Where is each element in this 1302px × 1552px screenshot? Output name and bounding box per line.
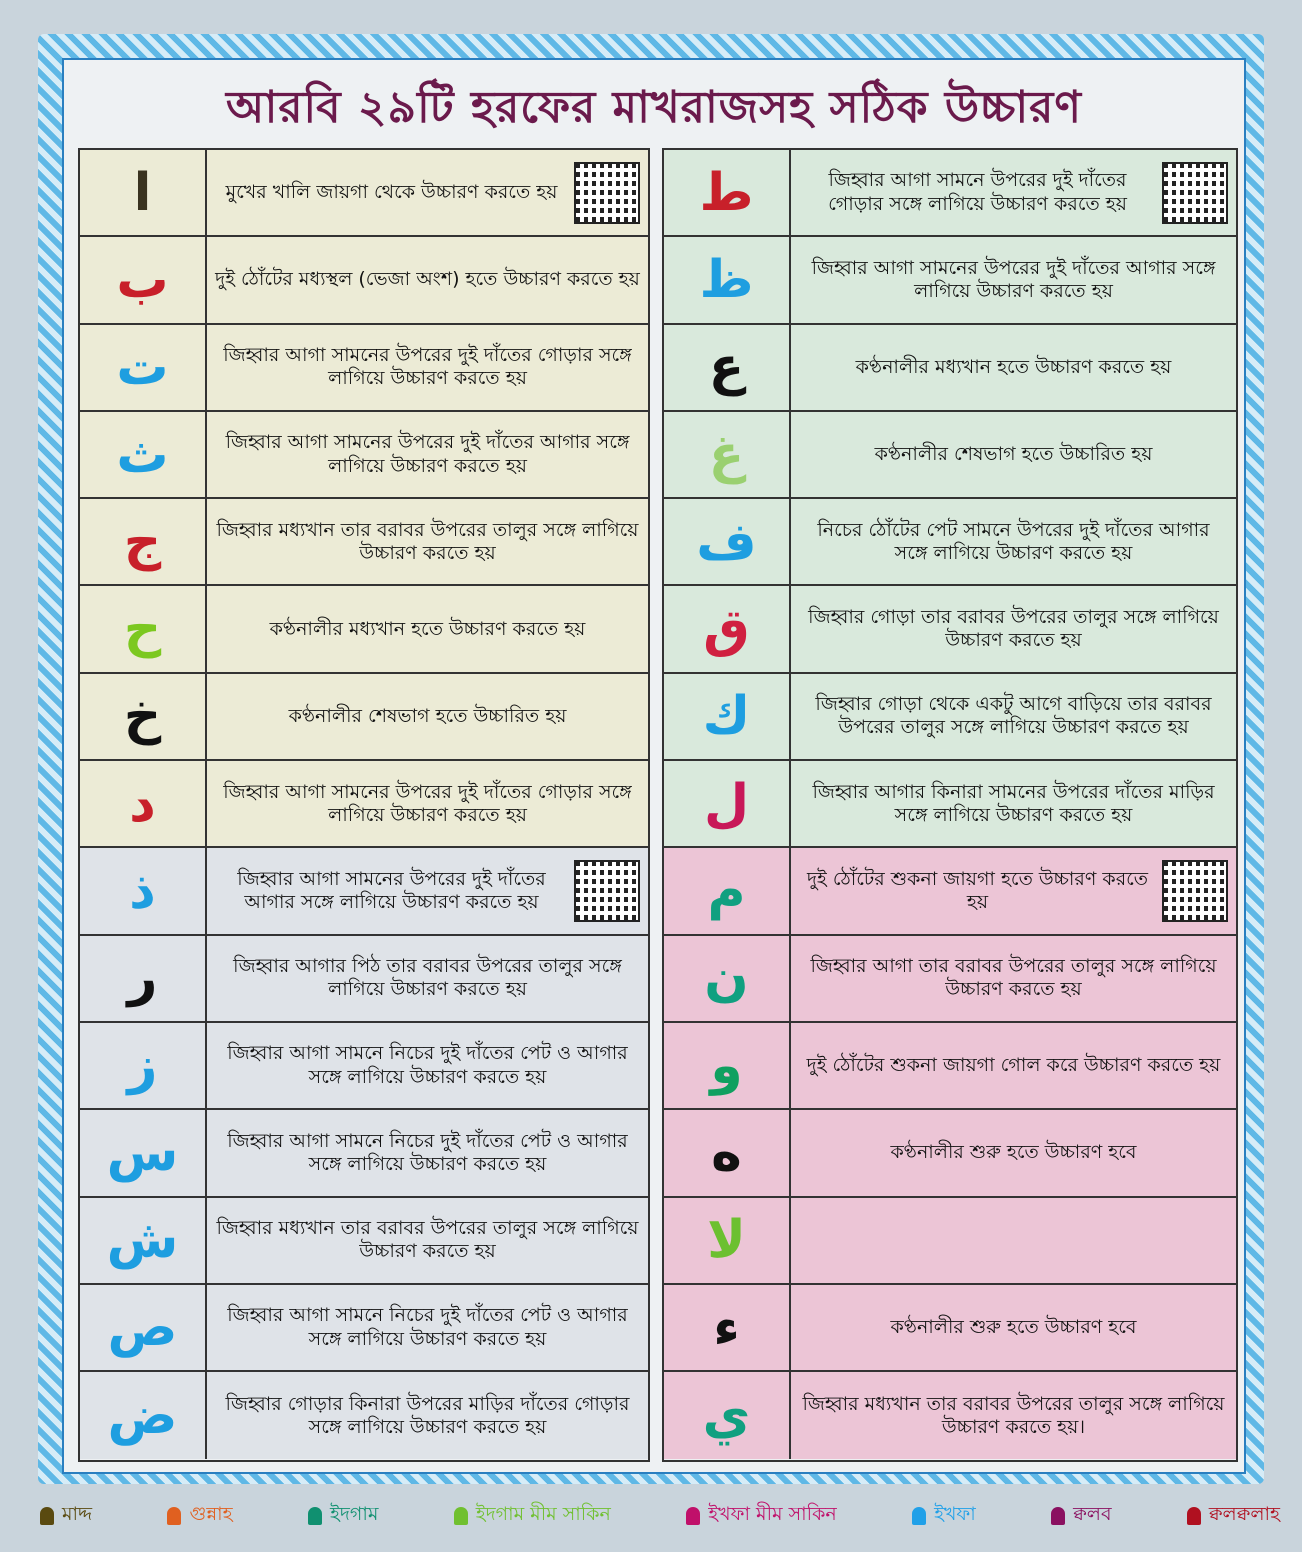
left-column-table [78, 148, 650, 1462]
legend-marker-icon [40, 1507, 54, 1525]
legend-marker-icon [167, 1507, 181, 1525]
poster-title: আরবি ২৯টি হরফের মাখরাজসহ সঠিক উচ্চারণ [226, 82, 1082, 133]
legend-label: মাদ্দ [62, 1503, 93, 1525]
pronunciation-description [791, 237, 1236, 322]
pronunciation-description [207, 674, 648, 759]
letter-row [80, 586, 648, 673]
description-text: কণ্ঠনালীর মধ্যখান হতে উচ্চারণ করতে হয় [855, 355, 1172, 378]
poster [62, 58, 1246, 1474]
letter-row [664, 761, 1236, 848]
right-column-table [662, 148, 1238, 1462]
legend-item [167, 1500, 232, 1532]
description-text: নিচের ঠোঁটের পেট সামনে উপরের দুই দাঁতের আগার সঙ্গে লাগিয়ে উচ্চারণ করতে হয় [817, 518, 1210, 564]
pronunciation-description [791, 586, 1236, 671]
letter-row [80, 1198, 648, 1285]
arabic-letter: ف [664, 499, 791, 584]
arabic-letter: ر [80, 936, 207, 1021]
letter-row [80, 237, 648, 324]
letter-row [80, 761, 648, 848]
pronunciation-description [791, 1372, 1236, 1459]
arabic-letter: د [80, 761, 207, 846]
legend-marker-icon [308, 1507, 322, 1525]
legend-marker-icon [454, 1507, 468, 1525]
description-text: কণ্ঠনালীর শুরু হতে উচ্চারণ হবে [890, 1315, 1137, 1338]
arabic-letter: ز [80, 1023, 207, 1108]
arabic-letter: م [664, 848, 791, 933]
legend-label: ইদগাম [330, 1503, 379, 1525]
legend-item [454, 1500, 611, 1532]
legend-marker-icon [686, 1507, 700, 1525]
pronunciation-description [791, 848, 1236, 933]
description-text: মুখের খালি জায়গা থেকে উচ্চারণ করতে হয় [225, 181, 558, 204]
letter-row [80, 412, 648, 499]
letter-row [80, 1110, 648, 1197]
arabic-letter: ل [664, 761, 791, 846]
letter-row [664, 586, 1236, 673]
arabic-letter: ح [80, 586, 207, 671]
description-text: দুই ঠোঁটের শুকনা জায়গা গোল করে উচ্চারণ করতে হয় [806, 1054, 1221, 1077]
pronunciation-description [207, 761, 648, 846]
description-text: কণ্ঠনালীর শুরু হতে উচ্চারণ হবে [890, 1141, 1137, 1164]
description-text: জিহ্বার আগা সামনের উপরের দুই দাঁতের আগার সঙ্গে লাগিয়ে উচ্চারণ করতে হয় [225, 431, 630, 477]
pronunciation-description [207, 1372, 648, 1459]
pronunciation-description [207, 237, 648, 322]
arabic-letter: ه [664, 1110, 791, 1195]
arabic-letter: غ [664, 412, 791, 497]
legend-label: গুন্নাহ [189, 1503, 233, 1525]
letter-row [664, 1023, 1236, 1110]
description-text: জিহ্বার আগা সামনে নিচের দুই দাঁতের পেট ও আগার সঙ্গে লাগিয়ে উচ্চারণ করতে হয় [227, 1304, 628, 1350]
legend-item [1187, 1500, 1280, 1532]
letter-row [664, 150, 1236, 237]
description-text: জিহ্বার মধ্যখান তার বরাবর উপরের তালুর সঙ্গে লাগিয়ে উচ্চারণ করতে হয়। [802, 1392, 1225, 1438]
legend-label: ক্বলক্বলাহ [1208, 1503, 1280, 1525]
legend-marker-icon [1187, 1507, 1201, 1525]
legend-label: ইদগাম মীম সাকিন [475, 1503, 611, 1525]
arabic-letter: ت [80, 325, 207, 410]
letter-row [80, 848, 648, 935]
description-text: জিহ্বার আগার কিনারা সামনের উপরের দাঁতের মাড়ির সঙ্গে লাগিয়ে উচ্চারণ করতে হয় [812, 780, 1215, 826]
description-text: কণ্ঠনালীর মধ্যখান হতে উচ্চারণ করতে হয় [269, 617, 586, 640]
pronunciation-description [791, 1198, 1236, 1283]
pronunciation-description [791, 761, 1236, 846]
qr-code-icon [574, 162, 640, 224]
arabic-letter: ي [664, 1372, 791, 1459]
pronunciation-description [791, 1285, 1236, 1370]
description-text: জিহ্বার মধ্যখান তার বরাবর উপরের তালুর সঙ্গে লাগিয়ে উচ্চারণ করতে হয় [216, 518, 639, 564]
arabic-letter: ق [664, 586, 791, 671]
letter-row [664, 674, 1236, 761]
legend-label: ইখফা [934, 1503, 976, 1525]
arabic-letter: و [664, 1023, 791, 1108]
letter-row [80, 674, 648, 761]
pronunciation-description [791, 1110, 1236, 1195]
legend-marker-icon [912, 1507, 926, 1525]
legend-label: ক্বলব [1073, 1503, 1112, 1525]
arabic-letter: س [80, 1110, 207, 1195]
legend [40, 1500, 1280, 1532]
pronunciation-description [791, 150, 1236, 235]
pronunciation-description [207, 325, 648, 410]
description-text: কণ্ঠনালীর শেষভাগ হতে উচ্চারিত হয় [288, 704, 567, 727]
pronunciation-description [207, 412, 648, 497]
letter-row [80, 1372, 648, 1459]
arabic-letter: ك [664, 674, 791, 759]
arabic-letter: ن [664, 936, 791, 1021]
pronunciation-description [207, 499, 648, 584]
pronunciation-description [791, 412, 1236, 497]
letter-row [664, 237, 1236, 324]
description-text: কণ্ঠনালীর শেষভাগ হতে উচ্চারিত হয় [874, 442, 1153, 465]
legend-item [1051, 1500, 1111, 1532]
letter-row [80, 1023, 648, 1110]
pronunciation-description [791, 325, 1236, 410]
legend-item [686, 1500, 837, 1532]
pronunciation-description [207, 1023, 648, 1108]
description-text: দুই ঠোঁটের শুকনা জায়গা হতে উচ্চারণ করতে হয় [806, 867, 1149, 914]
qr-code-icon [1162, 860, 1228, 922]
description-text: জিহ্বার গোড়া থেকে একটু আগে বাড়িয়ে তার বরাবর উপরের তালুর সঙ্গে লাগিয়ে উচ্চারণ করতে হয় [815, 693, 1212, 739]
legend-item [308, 1500, 378, 1532]
pronunciation-description [791, 674, 1236, 759]
letter-row [664, 412, 1236, 499]
arabic-letter: ظ [664, 237, 791, 322]
pronunciation-description [791, 936, 1236, 1021]
letter-row [80, 936, 648, 1023]
description-text: জিহ্বার আগার পিঠ তার বরাবর উপরের তালুর সঙ্গে লাগিয়ে উচ্চারণ করতে হয় [233, 955, 622, 1001]
qr-code-icon [1162, 162, 1228, 224]
letter-row [80, 1285, 648, 1372]
arabic-letter: ج [80, 499, 207, 584]
letter-row [664, 936, 1236, 1023]
legend-item [912, 1500, 976, 1532]
letter-row [664, 848, 1236, 935]
legend-label: ইখফা মীম সাকিন [708, 1503, 837, 1525]
arabic-letter: ء [664, 1285, 791, 1370]
arabic-letter: ب [80, 237, 207, 322]
arabic-letter: ث [80, 412, 207, 497]
letter-row [664, 1198, 1236, 1285]
arabic-letter: ص [80, 1285, 207, 1370]
legend-marker-icon [1051, 1507, 1065, 1525]
letter-row [664, 499, 1236, 586]
pronunciation-description [207, 586, 648, 671]
pronunciation-description [207, 150, 648, 235]
letter-row [80, 325, 648, 412]
arabic-letter: ض [80, 1372, 207, 1459]
arabic-letter: ع [664, 325, 791, 410]
pronunciation-description [207, 1285, 648, 1370]
description-text: জিহ্বার আগা সামনের উপরের দুই দাঁতের গোড়ার সঙ্গে লাগিয়ে উচ্চারণ করতে হয় [223, 344, 632, 390]
letter-row [664, 1285, 1236, 1372]
pronunciation-description [207, 936, 648, 1021]
description-text: জিহ্বার গোড়ার কিনারা উপরের মাড়ির দাঁতের গোড়ার সঙ্গে লাগিয়ে উচ্চারণ করতে হয় [225, 1392, 630, 1438]
arabic-letter: لا [664, 1198, 791, 1283]
arabic-letter: ا [80, 150, 207, 235]
description-text: জিহ্বার আগা সামনে উপরের দুই দাঁতের গোড়ার সঙ্গে লাগিয়ে উচ্চারণ করতে হয় [828, 169, 1127, 215]
pronunciation-description [791, 1023, 1236, 1108]
letter-row [80, 150, 648, 237]
description-text: জিহ্বার গোড়া তার বরাবর উপরের তালুর সঙ্গে লাগিয়ে উচ্চারণ করতে হয় [808, 605, 1219, 652]
description-text: জিহ্বার আগা সামনের উপরের দুই দাঁতের গোড়ার সঙ্গে লাগিয়ে উচ্চারণ করতে হয় [223, 780, 632, 826]
pronunciation-description [207, 848, 648, 933]
arabic-letter: ط [664, 150, 791, 235]
description-text: জিহ্বার মধ্যখান তার বরাবর উপরের তালুর সঙ্গে লাগিয়ে উচ্চারণ করতে হয় [216, 1217, 639, 1263]
letter-row [664, 1110, 1236, 1197]
legend-item [40, 1500, 92, 1532]
description-text: জিহ্বার আগা তার বরাবর উপরের তালুর সঙ্গে লাগিয়ে উচ্চারণ করতে হয় [810, 955, 1217, 1001]
description-text: জিহ্বার আগা সামনে নিচের দুই দাঁতের পেট ও আগার সঙ্গে লাগিয়ে উচ্চারণ করতে হয় [227, 1042, 628, 1088]
description-text: জিহ্বার আগা সামনের উপরের দুই দাঁতের আগার সঙ্গে লাগিয়ে উচ্চারণ করতে হয় [237, 867, 546, 914]
description-text: জিহ্বার আগা সামনের উপরের দুই দাঁতের আগার সঙ্গে লাগিয়ে উচ্চারণ করতে হয় [811, 256, 1216, 302]
pronunciation-description [791, 499, 1236, 584]
arabic-letter: خ [80, 674, 207, 759]
letter-row [664, 1372, 1236, 1459]
letter-row [664, 325, 1236, 412]
description-text: দুই ঠোঁটের মধ্যস্থল (ভেজা অংশ) হতে উচ্চারণ করতে হয় [215, 268, 640, 291]
description-text: জিহ্বার আগা সামনে নিচের দুই দাঁতের পেট ও আগার সঙ্গে লাগিয়ে উচ্চারণ করতে হয় [227, 1129, 628, 1175]
letter-row [80, 499, 648, 586]
pronunciation-description [207, 1198, 648, 1283]
qr-code-icon [574, 860, 640, 922]
arabic-letter: ش [80, 1198, 207, 1283]
pronunciation-description [207, 1110, 648, 1195]
arabic-letter: ذ [80, 848, 207, 933]
